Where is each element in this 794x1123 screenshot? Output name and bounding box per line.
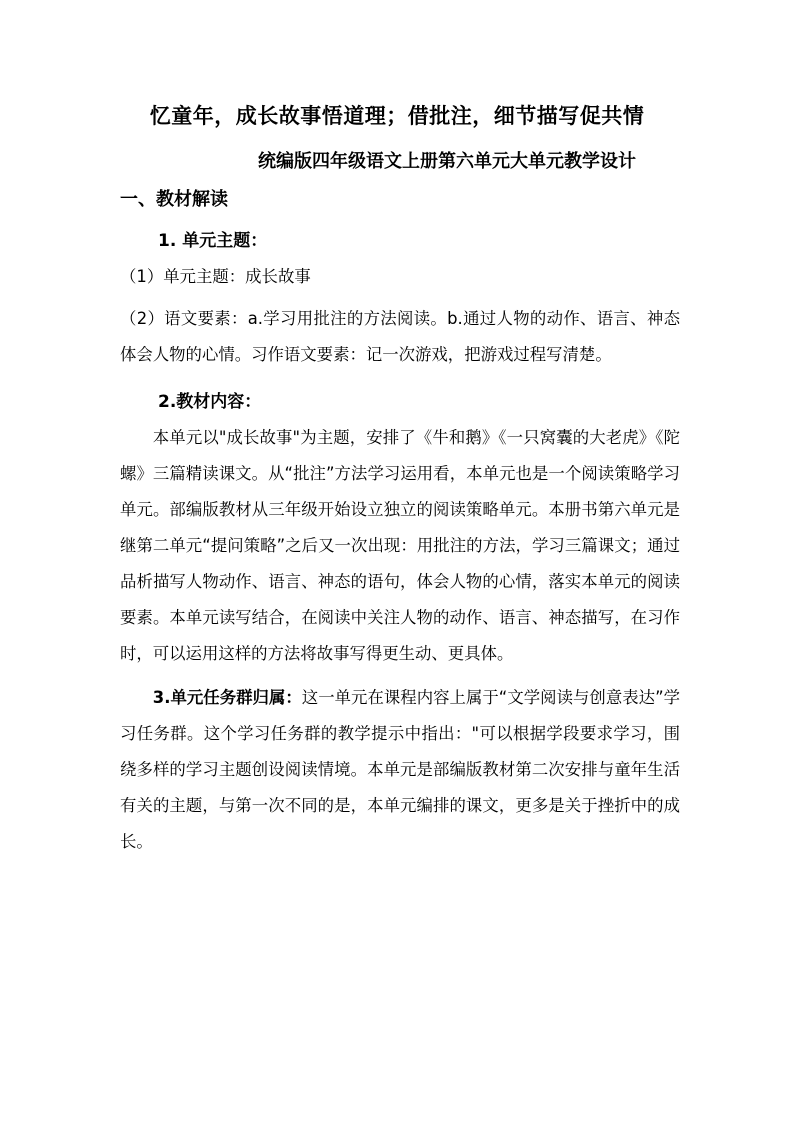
unit-theme-heading: 1. 单元主题：	[158, 231, 268, 251]
document-body	[120, 190, 680, 860]
textbook-content-heading: 2.教材内容：	[158, 392, 262, 412]
task-group-heading: 3.单元任务群归属：	[152, 688, 302, 707]
language-elements-paragraph: （2）语文要素：a.学习用批注的方法阅读。b.通过人物的动作、语言、神态体会人物的心情。习作语文要素：记一次游戏，把游戏过程写清楚。	[120, 309, 680, 364]
task-group-paragraph	[120, 680, 680, 860]
unit-theme-line: （1）单元主题：成长故事	[120, 267, 311, 286]
textbook-content-paragraph: 本单元以"成长故事"为主题，安排了《牛和鹅》《一只窝囊的大老虎》《陀螺》三篇精读课文。从“批注”方法学习运用看，本单元也是一个阅读策略学习单元。部编版教材从三年级开始设立独立的阅读策略单元。本册书第六单元是继第二单元“提问策略”之后又一次出现：用批注的方法，学习三篇课文；通过品析描写人物动作、语言、神态的语句，体会人物的心情，落实本单元的阅读要素。本单元读写结合，在阅读中关注人物的动作、语言、神态描写，在习作时，可以运用这样的方法将故事写得更生动、更具体。	[120, 428, 680, 663]
section-heading-textbook-analysis: 一、教材解读	[120, 189, 228, 210]
document-title: 忆童年，成长故事悟道理；借批注，细节描写促共情	[149, 104, 645, 128]
task-group-content: 这一单元在课程内容上属于“文学阅读与创意表达”学习任务群。这个学习任务群的教学提示中指出："可以根据学段要求学习，围绕多样的学习主题创设阅读情境。本单元是部编版教材第二次安排与童年生活有关的主题，与第一次不同的是，本单元编排的课文，更多是关于挫折中的成长。	[120, 688, 680, 851]
document-subtitle: 统编版四年级语文上册第六单元大单元教学设计	[258, 151, 636, 172]
